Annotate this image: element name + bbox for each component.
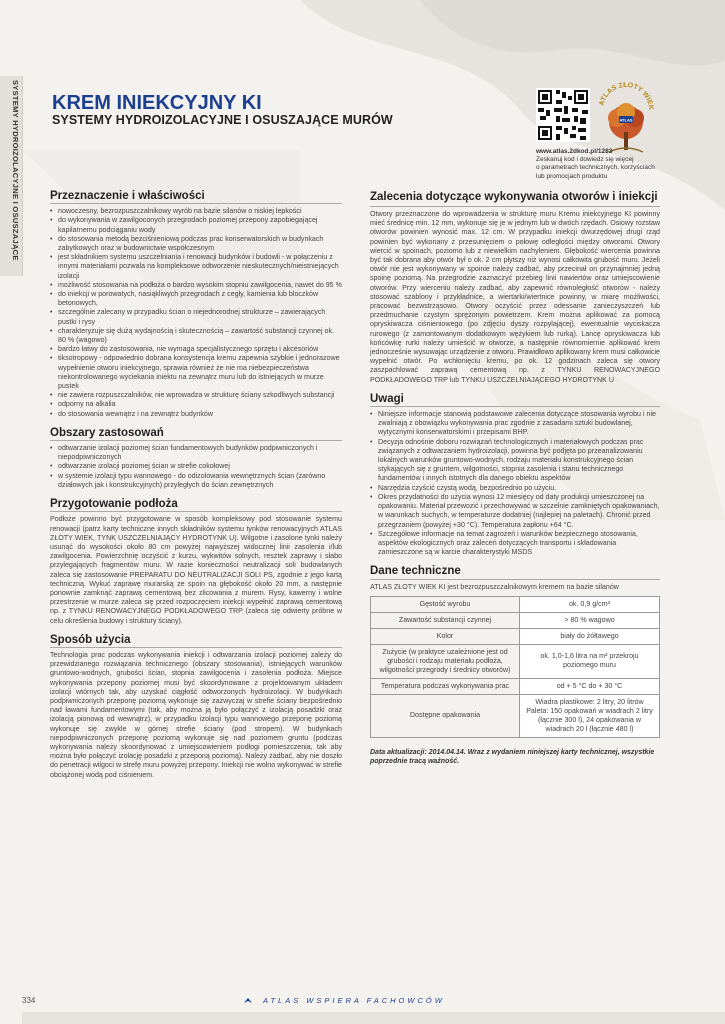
qr-url[interactable]: www.atlas.2dkod.pl/1283 bbox=[536, 148, 613, 155]
list-item: • bardzo łatwy do zastosowania, nie wymaga specjalistycznego sprzętu i akcesoriów bbox=[50, 345, 342, 354]
list-item: • odtwarzanie izolacji poziomej ścian w strefie cokołowej bbox=[50, 462, 342, 471]
list-item: • odporny na alkalia bbox=[50, 400, 342, 409]
list-item: • do stosowania wewnątrz i na zewnątrz budynków bbox=[50, 410, 342, 419]
list-item: • charakteryzuje się dużą wydajnością i skutecznością – zawartość substancji czynnej ok. 80 % (wagowo) bbox=[50, 327, 342, 345]
table-value: Wiadra plastikowe: 2 litry, 20 litrów Paleta: 150 opakowań w wiadrach 2 litry (łącznie 300 l), 24 opakowania w wiadrach 20 l (łącznie 480 l) bbox=[520, 694, 660, 737]
list-item: • odtwarzanie izolacji poziomej ścian fundamentowych budynków podpiwniczonych i niepodpiwniczonych bbox=[50, 444, 342, 462]
list-item: • Decyzja odnośnie doboru rozwiązań technologicznych i materiałowych podczas prac związanych z odtwarzaniem hydroizolacji, powinna być podjęta po przeanalizowaniu lokalnych warunków gruntowo-wodnych, rodzaju materiału konstrukcyjnego ścian stykających się z gruntem, wilgotności, stopnia zasolenia i stanu technicznego fundamentów i innych istotnych dla danego obiektu aspektów bbox=[370, 438, 660, 484]
page-title bbox=[52, 92, 262, 115]
table-row bbox=[371, 628, 660, 644]
table-label: Dostępne opakowania bbox=[371, 694, 520, 737]
paragraph-zalecenia: Otwory przeznaczone do wprowadzenia w strukturę muru Kremu iniekcyjnego KI powinny mieć średnicę min. 12 mm, wykonuje się je w jednym lub w dwóch rzędach. Osiowy rozstaw otworów powinien wynosić max. 12 cm. W przypadku iniekcji dwurzędowej drugi rząd powinien być wykonany z przesunięciem o połowę odległości między otworami. Otwory wiercić w spoinach, poziomo lub z niewielkim nachyleniem. Głębokość wiercenia powinna być tak dobrana aby otwór był o ok. 2 cm płytszy niż wynosi całkowita grubość muru. Jeżeli otwór nie jest wykonywany w spoinie należy zadbać, aby przecinał on przynajmniej jedną spoinę poziomą. Na przegrodzie zaznaczyć przebieg linii nawiertów oraz umiejscowienie otworów. Przy wierceniu należy zadbać, aby zapewnić równoległość otworów - należy stosować szablony i przykładnice, a wiertarki/wiertnice powinny, w miarę możliwości, pracować bezwstrząsowo. Otwory oczyścić przez odessanie zanieczyszczeń lub przedmuchanie czystym sprężonym powietrzem. Krem można aplikować za pomocą opryskiwacza ciśnieniowego (po zdjęciu dyszy rozpylającej), ewentualnie wyciskacza rurowego (z zamontowanym dodatkowym wężykiem lub rurką). Lancę opryskiwacza lub końcówkę rurki należy umieścić w otworze, a następnie równomiernie aplikować krem jednocześnie wysuwając urządzenie z otworu. Prawidłowo aplikowany krem musi całkowicie wypełnić otwór. Po wchłonięciu kremu, po ok. 12 godzinach zaleca się otwory zaszpachlować zaprawą cementową np. z TYNKU RENOWACYJNEGO PODKŁADOWEGO TRP lub TYNKU USZCZELNIAJĄCEGO HYDROTYNK U bbox=[370, 210, 660, 384]
atlas-bird-icon bbox=[243, 996, 253, 1006]
table-label: Kolor bbox=[371, 628, 520, 644]
footer-slogan: ATLAS WSPIERA FACHOWCÓW bbox=[263, 996, 445, 1005]
bullet-list-obszary bbox=[50, 444, 342, 490]
paragraph-przygotowanie: Podłoże powinno być przygotowane w sposób kompleksowy pod stosowanie systemu renowacji (patrz karty techniczne innych składników systemu tynków renowacyjnych ATLAS ZŁOTY WIEK, TYNK USZCZELNIAJĄCY HYDROTYNK U). Wilgotne i zasolone tynki należy usunąć do wysokości około 80 cm powyżej najwyższej widocznej linii zasolenia i/lub zawilgocenia. Powierzchnię oczyścić z kurzu, wykwitów solnych, resztek zaprawy i słabo przylegających fragmentów muru. W razie konieczności neutralizacji soli budowlanych zaleca się zastosowanie PREPARATU DO NEUTRALIZACJI SOLI PS, zgodnie z jego kartą techniczną. Wykuć zaprawę murarską ze spoin na głębokość około 20 mm, a następnie ponownie zamknąć zaprawą cementową bez zlicowania z murem. Rysy, kawerny i wolne przestrzenie w murze zaleca się przed rozpoczęciem iniekcji wypełnić zaprawą cementową np. z TYNKU RENOWACYJNEGO PODKŁADOWEGO TRP (zaleca się odwierty próbne w celu określenia budowy i struktury ściany). bbox=[50, 515, 342, 625]
product-name: KREM INIEKCYJNY bbox=[52, 92, 237, 114]
qr-info-line: lub promocjach produktu bbox=[536, 172, 608, 180]
logo-arc-text: ATLAS ZŁOTY WIEK bbox=[598, 82, 655, 111]
table-value: > 80 % wagowo bbox=[520, 612, 660, 628]
table-value: od + 5 °C do + 30 °C bbox=[520, 678, 660, 694]
qr-info-line: Zeskanuj kod i dowiedz się więcej bbox=[536, 156, 634, 164]
qr-info-line: o parametrach technicznych, korzyściach bbox=[536, 164, 655, 172]
list-item: • w systemie izolacji typu wannowego - do odizolowania wewnętrznych ścian (zarówno działowych jak i konstrukcyjnych) przyległych do ścian zewnętrznych bbox=[50, 472, 342, 490]
table-value: ok. 1,0-1,6 litra na m² przekroju poziomego muru bbox=[520, 644, 660, 678]
table-row bbox=[371, 644, 660, 678]
bullet-list-przeznaczenie bbox=[50, 207, 342, 419]
right-column bbox=[370, 190, 660, 766]
table-row bbox=[371, 694, 660, 737]
list-item: • jest składnikiem systemu uszczelniania i renowacji budynków i budowli - w połączeniu z innymi materiałami pozwala na kompleksowe odtworzenie nieskutecznych/nieistniejących izolacji bbox=[50, 253, 342, 281]
section-heading-zalecenia: Zalecenia dotyczące wykonywania otworów i iniekcji bbox=[370, 190, 660, 207]
list-item: • Niniejsze informacje stanowią podstawowe zalecenia dotyczące stosowania wyrobu i nie zwalniają z obowiązku wykonywania prac zgodnie z zasadami sztuki budowlanej, wytycznymi konserwatorskimi i przepisami BHP. bbox=[370, 410, 660, 438]
table-row bbox=[371, 596, 660, 612]
section-heading-obszary: Obszary zastosowań bbox=[50, 429, 342, 441]
update-note: Data aktualizacji: 2014.04.14. Wraz z wydaniem niniejszej karty technicznej, wszystkie poprzednie tracą ważność. bbox=[370, 748, 655, 765]
qr-info bbox=[536, 148, 666, 181]
section-heading-przeznaczenie: Przeznaczenie i właściwości bbox=[50, 192, 342, 204]
logo-badge-text: ATLAS bbox=[619, 117, 633, 123]
list-item: • tiksotropowy - odpowiednio dobrana konsystencja kremu zapewnia szybkie i jednorazowe wypełnienie otworu iniekcyjnego, sprawia również że nie ma niebezpieczeństwa niekontrolowanego wyciekania iniektu na zewnątrz muru lub do istniejących w murze pustek bbox=[50, 354, 342, 391]
table-row bbox=[371, 678, 660, 694]
table-label: Temperatura podczas wykonywania prac bbox=[371, 678, 520, 694]
list-item: • do iniekcji w porowatych, nasiąkliwych przegrodach z cegły, kamienia lub bloczków betonowych, bbox=[50, 290, 342, 308]
list-item: • Okres przydatności do użycia wynosi 12 miesięcy od daty produkcji umieszczonej na opakowaniu. Materiał przewozić i przechowywać w szczelnie zamkniętych opakowaniach, w warunkach suchych, w temperaturze dodatniej (najlepiej na paletach). Chronić przed przegrzaniem (powyżej +30 °C). Temperatura zapłonu +64 °C. bbox=[370, 493, 660, 530]
footer-bar bbox=[22, 1012, 725, 1024]
paragraph-sposob: Technologia prac podczas wykonywania iniekcji i odtwarzania izolacji poziomej zależy do przewidzianego rozwiązania technicznego (obszary stosowania), istniejących warunków gruntowo-wodnych, grubości ścian, stopnia zawilgocenia i zasolenia podłoża. Miejsce wykonywania przepony poziomej musi być skoordynowane z projektowanym układem izolacji wtórnych tak, aby uzyskać ciągłość odtworzonych hydroizolacji. W budynkach podpiwniczonych przeponę poziomą wykonuje się zazwyczaj w strefie ściany bezpośrednio nad ławami fundamentowymi (tak, aby można ją było połączyć z izolacją posadzki oraz izolacją pionową od wewnątrz), w przypadku izolacji typu wannowego przeponę poziomą wykonuje się zwykle w górnej strefie ściany (pod stropem). W budynkach niepodpiwniczonych przeponę poziomą wykonuje się nad poziomem gruntu (podczas wykonywania należy skoordynować z umiejscowieniem podłogi pomieszczenia, tak aby można było połączyć izolację posadzki z przeponą poziomą). Należy zadbać, aby nie doszło do penetracji wilgoci w strefę muru powyżej przepony. Iniekcji nie wolno wykonywać w strefie obciążonej wodą pod ciśnieniem. bbox=[50, 650, 342, 779]
section-heading-dane: Dane techniczne bbox=[370, 567, 660, 579]
section-heading-uwagi: Uwagi bbox=[370, 395, 660, 407]
page-number: 334 bbox=[22, 996, 36, 1005]
section-heading-przygotowanie: Przygotowanie podłoża bbox=[50, 500, 342, 512]
side-tab-label: SYSTEMY HYDROIZOLACYJNE I OSUSZAJĄCE bbox=[11, 80, 20, 261]
section-heading-sposob: Sposób użycia bbox=[50, 636, 342, 648]
list-item: • Narzędzia czyścić czystą wodą, bezpośrednio po użyciu. bbox=[370, 484, 660, 493]
list-item: • możliwość stosowania na podłoża o bardzo wysokim stopniu zawilgocenia, nawet do 95 % bbox=[50, 281, 342, 290]
table-label: Gęstość wyrobu bbox=[371, 596, 520, 612]
bullet-list-uwagi bbox=[370, 410, 660, 557]
list-item: • szczególnie zalecany w przypadku ścian o niejednorodnej strukturze – zawierających pustki i rysy bbox=[50, 308, 342, 326]
product-code: KI bbox=[241, 92, 262, 114]
page-subtitle: SYSTEMY HYDROIZOLACYJNE I OSUSZAJĄCE MURÓW bbox=[52, 113, 393, 127]
table-value: ok. 0,9 g/cm³ bbox=[520, 596, 660, 612]
table-label: Zużycie (w praktyce uzależnione jest od grubości i rodzaju materiału podłoża, wilgotności przegrody i średnicy otworów) bbox=[371, 644, 520, 678]
dane-intro: ATLAS ZŁOTY WIEK KI jest bezrozpuszczalnikowym kremem na bazie silanów bbox=[370, 582, 619, 591]
list-item: • do wykonywania w zawilgoconych przegrodach poziomej przepony zapobiegającej kapilarnemu podciąganiu wody bbox=[50, 216, 342, 234]
list-item: • nowoczesny, bezrozpuszczalnikowy wyrób na bazie silanów o niskiej lepkości bbox=[50, 207, 342, 216]
list-item: • Szczegółowe informacje na temat zagrożeń i warunków bezpiecznego stosowania, aspektów ekologicznych oraz zaleceń dotyczących transportu i składowania zamieszczone są w karcie charakterystyki MSDS bbox=[370, 530, 660, 558]
table-label: Zawartość substancji czynnej bbox=[371, 612, 520, 628]
table-row bbox=[371, 612, 660, 628]
qr-code-icon[interactable] bbox=[536, 88, 590, 142]
technical-data-table bbox=[370, 596, 660, 738]
table-value: biały do żółtawego bbox=[520, 628, 660, 644]
left-column bbox=[50, 192, 342, 780]
list-item: • nie zawiera rozpuszczalników, nie wprowadza w strukturę ściany szkodliwych substancji bbox=[50, 391, 342, 400]
list-item: • do stosowania metodą bezciśnieniową podczas prac konserwatorskich w budynkach zabytkowych oraz w budownictwie współczesnym bbox=[50, 235, 342, 253]
